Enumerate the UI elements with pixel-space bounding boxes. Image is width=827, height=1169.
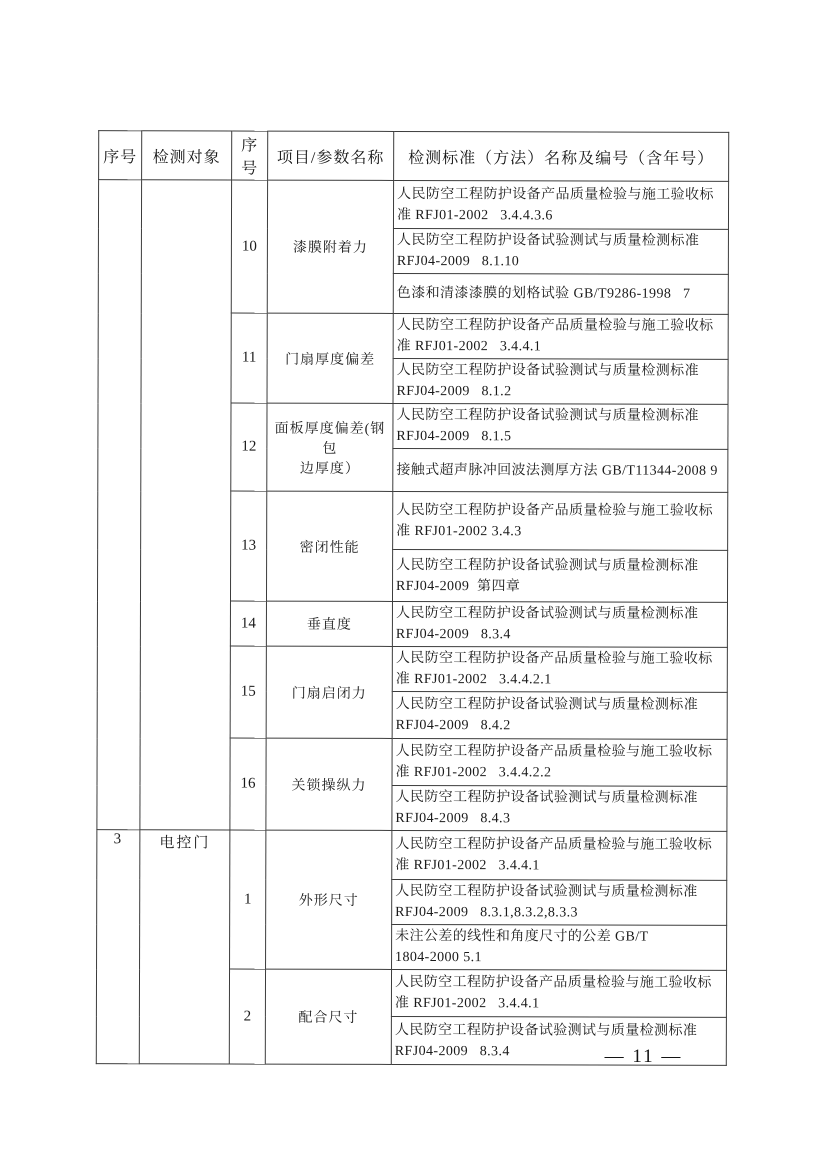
item-no: 14 [230,601,266,646]
standard-cell: 人民防空工程防护设备产品质量检验与施工验收标 准 RFJ01-2002 3.4.4.1 [392,830,727,880]
standard-cell: 人民防空工程防护设备产品质量检验与施工验收标 准 RFJ01-2002 3.4.4.2.2 [392,738,727,786]
standard-cell: 色漆和清漆漆膜的划格试验 GB/T9286-1998 7 [393,273,728,314]
item-no: 12 [231,403,267,491]
standard-cell: 人民防空工程防护设备产品质量检验与施工验收标 准 RFJ01-2002 3.4.4.2.1 [392,646,727,692]
standard-cell: 人民防空工程防护设备试验测试与质量检测标准 RFJ04-2009 8.4.2 [392,691,727,739]
item-no: 2 [229,969,265,1064]
section-object [140,180,232,830]
standard-cell: 人民防空工程防护设备试验测试与质量检测标准 RFJ04-2009 第四章 [392,549,727,602]
standard-cell: 人民防空工程防护设备试验测试与质量检测标准 RFJ04-2009 8.3.4 [392,601,727,647]
section-seq [97,180,142,830]
standard-cell: 接触式超声脉冲回波法测厚方法 GB/T11344-2008 9 [393,448,728,492]
standard-cell: 人民防空工程防护设备试验测试与质量检测标准 RFJ04-2009 8.1.5 [393,403,728,449]
standard-cell: 人民防空工程防护设备试验测试与质量检测标准 RFJ04-2009 8.3.1,8.3.2,8.3.3 [392,879,727,925]
table-row [97,830,727,881]
header-standard: 检测标准（方法）名称及编号（含年号） [394,131,729,181]
standard-cell: 人民防空工程防护设备试验测试与质量检测标准 RFJ04-2009 8.3.4 [391,1016,726,1065]
standard-cell: 人民防空工程防护设备试验测试与质量检测标准 RFJ04-2009 8.4.3 [392,785,727,831]
section-seq: 3 [96,830,140,1064]
item-name: 门扇厚度偏差 [267,313,393,403]
page-number: — 11 — [604,1046,683,1067]
standard-cell: 人民防空工程防护设备产品质量检验与施工验收标 准 RFJ01-2002 3.4.3 [393,491,728,550]
inspection-standards-table [96,130,729,1066]
standard-cell: 人民防空工程防护设备产品质量检验与施工验收标 准 RFJ01-2002 3.4.4.1 [393,313,728,359]
header-object: 检测对象 [142,131,232,180]
section-object: 电控门 [139,830,230,1064]
item-name: 漆膜附着力 [267,180,393,313]
header-seq: 序号 [99,131,142,180]
item-no: 1 [230,830,266,969]
standard-cell: 人民防空工程防护设备产品质量检验与施工验收标 准 RFJ01-2002 3.4.4.1 [391,969,726,1017]
header-item-seq: 序号 [232,131,268,180]
item-name: 门扇启闭力 [266,646,392,738]
item-no: 10 [231,180,267,313]
item-no: 15 [230,646,266,738]
item-name: 面板厚度偏差(钢包 边厚度） [267,403,393,491]
standard-cell: 人民防空工程防护设备产品质量检验与施工验收标 准 RFJ01-2002 3.4.4.3.6 [393,180,728,229]
standard-cell: 人民防空工程防护设备试验测试与质量检测标准 RFJ04-2009 8.1.10 [393,228,728,274]
standard-cell: 未注公差的线性和角度尺寸的公差 GB/T 1804-2000 5.1 [392,924,727,970]
header-item-name: 项目/参数名称 [268,131,394,180]
table-header-row [99,131,729,182]
table-row [98,180,728,230]
item-name: 垂直度 [266,601,392,646]
item-no: 11 [231,313,267,403]
standard-cell: 人民防空工程防护设备试验测试与质量检测标准 RFJ04-2009 8.1.2 [393,358,728,404]
item-name: 外形尺寸 [266,830,392,969]
item-name: 关锁操纵力 [266,738,392,830]
item-no: 16 [230,738,266,830]
item-name: 密闭性能 [266,491,392,601]
item-name: 配合尺寸 [265,969,391,1064]
item-no: 13 [230,491,266,601]
